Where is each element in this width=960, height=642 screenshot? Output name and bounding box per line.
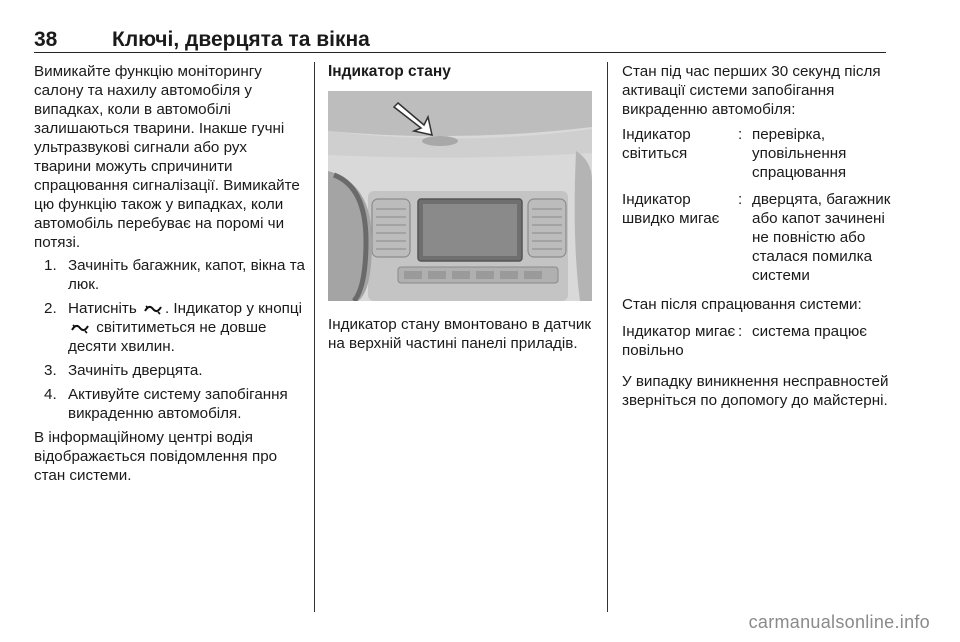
vehicle-interior-sensor-icon bbox=[70, 321, 90, 335]
figure-caption: Індикатор стану вмонтовано в датчик на верхній частині панелі приладів. bbox=[328, 316, 592, 352]
watermark: carmanualsonline.info bbox=[748, 612, 930, 632]
table-row: Індикатор світиться : перевірка, уповільнення спрацювання bbox=[622, 126, 847, 181]
step-2: 2. Натисніть . Індикатор у кнопці світитиметься не довше десяти хвилин. bbox=[44, 300, 302, 355]
column-divider-2 bbox=[607, 62, 608, 612]
status-paragraph: В інформаційному центрі водія відображається повідомлення про стан системи. bbox=[34, 429, 278, 484]
chapter-title: Ключі, дверцята та вікна bbox=[112, 28, 370, 51]
page-number: 38 bbox=[34, 28, 58, 51]
status-intro: Стан під час перших 30 секунд після активації системи запобігання викраденню автомобіля: bbox=[622, 63, 881, 118]
dashboard-sensor-illustration bbox=[328, 91, 592, 301]
header-rule bbox=[34, 52, 886, 53]
table-row: Індикатор швидко мигає : дверцята, багажник або капот зачинені не повністю або сталася помилка системи bbox=[622, 191, 891, 284]
table-row: Індикатор мигає повільно : система працює bbox=[622, 323, 867, 359]
step-4: 4. Активуйте систему запобігання викраденню автомобіля. bbox=[44, 386, 288, 422]
status-table-initial bbox=[622, 125, 892, 293]
after-trigger-label: Стан після спрацювання системи: bbox=[622, 296, 862, 313]
column-1 bbox=[34, 62, 306, 485]
step-3: 3. Зачиніть дверцята. bbox=[44, 362, 203, 379]
column-3 bbox=[622, 62, 892, 410]
service-note: У випадку виникнення несправностей зверніться по допомогу до майстерні. bbox=[622, 373, 889, 409]
column-2 bbox=[328, 62, 592, 353]
steps-list bbox=[34, 256, 306, 423]
step-1: 1. Зачиніть багажник, капот, вікна та люк. bbox=[44, 257, 305, 293]
status-table-after bbox=[622, 322, 892, 368]
vehicle-interior-sensor-icon bbox=[143, 302, 163, 316]
column-divider-1 bbox=[314, 62, 315, 612]
section-title: Індикатор стану bbox=[328, 63, 451, 80]
page-header bbox=[34, 28, 886, 54]
intro-paragraph: Вимикайте функцію моніторингу салону та нахилу автомобіля у випадках, коли в автомобілі залишаються тварини. Інакше гучні ультразвукові сигнали або рух тварини можуть спричинити спрацювання сигналізації. Вимикайте цю функцію також у випадках, коли автомобіль перебуває на поромі чи потязі. bbox=[34, 63, 300, 251]
